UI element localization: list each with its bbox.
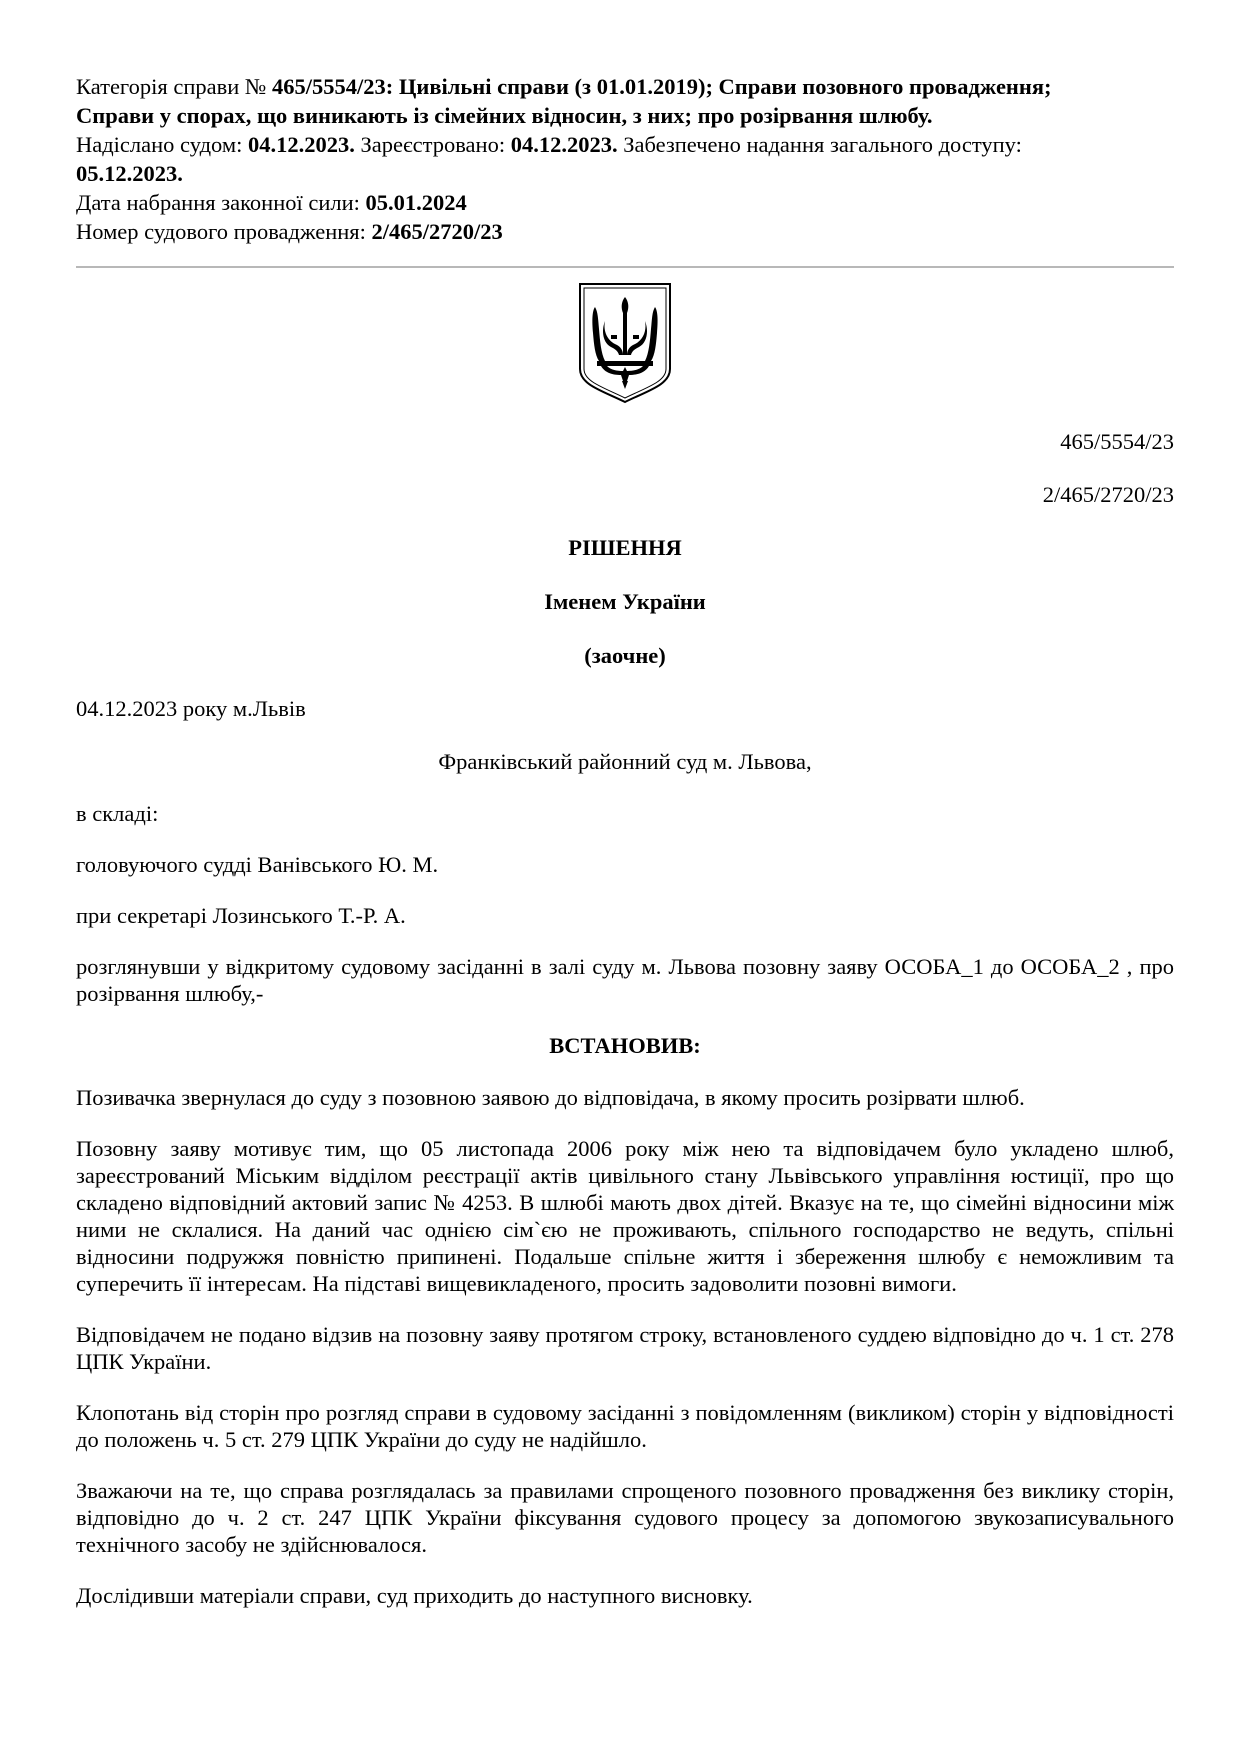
court-name: Франківський районний суд м. Львова, [438,749,812,774]
case-number: 465/5554/23 [1060,429,1174,454]
access-label: Забезпечено надання загального доступу: [617,132,1022,157]
sent-date: 04.12.2023. [247,132,355,157]
effective-date-line [76,188,1174,217]
paragraph: Відповідачем не подано відзив на позовну заяву протягом строку, встановленого суддею відповідно до ч. 1 ст. 278 ЦПК України. [76,1322,1174,1374]
registered-label: Зареєстровано: [354,132,511,157]
case-category-value-cont: Справи у спорах, що виникають із сімейних відносин, з них; про розірвання шлюбу. [76,103,933,128]
effective-date: 05.01.2024 [365,190,467,215]
access-date: 05.12.2023. [76,161,183,186]
court-secretary: при секретарі Лозинського Т.-Р. А. [76,903,406,928]
document-title: РІШЕННЯ [568,535,682,560]
composition-label: в складі: [76,801,159,826]
header-divider [76,266,1174,268]
case-category-value: 465/5554/23: Цивільні справи (з 01.01.2019); Справи позовного провадження; [271,74,1052,99]
established-heading: ВСТАНОВИВ: [549,1033,701,1058]
paragraph: Клопотань від сторін про розгляд справи в судовому засіданні з повідомленням (викликом) сторін у відповідності до положень ч. 5 ст. 279 ЦПК України до суду не надійшло. [76,1400,1174,1452]
proceeding-label: Номер судового провадження: [76,219,372,244]
sent-label: Надіслано судом: [76,132,248,157]
document-subtitle: Іменем України [544,589,706,614]
case-category-line-2 [76,101,1174,130]
paragraph: Дослідивши матеріали справи, суд приходить до наступного висновку. [76,1583,753,1608]
coat-of-arms-icon [577,281,673,405]
effective-label: Дата набрання законної сили: [76,190,366,215]
decision-type: (заочне) [584,643,666,668]
emblem-container [76,281,1174,405]
proceeding-number: 2/465/2720/23 [371,219,503,244]
sent-registered-line [76,130,1174,159]
paragraph: Позивачка звернулася до суду з позовною заявою до відповідача, в якому просить розірвати шлюб. [76,1085,1025,1110]
paragraph: Позовну заяву мотивує тим, що 05 листопада 2006 року між нею та відповідачем було укладено шлюб, зареєстрований Міським відділом реєстрації актів цивільного стану Львівського управління юстиції, про що складено відповідний актовий запис № 4253. В шлюбі мають двох дітей. Вказує на те, що сімейні відносини між ними не склалися. На даний час однією сім`єю не проживають, спільного господарство не ведуть, спільні відносини подружжя повністю припинені. Подальше спільне життя і збереження шлюбу є неможливим та суперечить її інтересам. На підставі вищевикладеного, просить задоволити позовні вимоги. [76,1136,1174,1296]
presiding-judge: головуючого судді Ванівського Ю. М. [76,852,439,877]
document-page [76,72,1174,1609]
proceeding-number-line [76,217,1174,246]
proceeding-number-right: 2/465/2720/23 [1042,482,1174,507]
case-category-label: Категорія справи № [76,74,272,99]
registered-date: 04.12.2023. [510,132,618,157]
access-date-line [76,159,1174,188]
case-category-line [76,72,1174,101]
considered-statement: розглянувши у відкритому судовому засіданні в залі суду м. Львова позовну заяву ОСОБА_1 до ОСОБА_2 , про розірвання шлюбу,- [76,954,1174,1006]
paragraph: Зважаючи на те, що справа розглядалась за правилами спрощеного позовного провадження без виклику сторін, відповідно до ч. 2 ст. 247 ЦПК України фіксування судового процесу за допомогою звукозаписувального технічного засобу не здійснювалося. [76,1478,1174,1557]
date-place: 04.12.2023 року м.Львів [76,696,306,721]
